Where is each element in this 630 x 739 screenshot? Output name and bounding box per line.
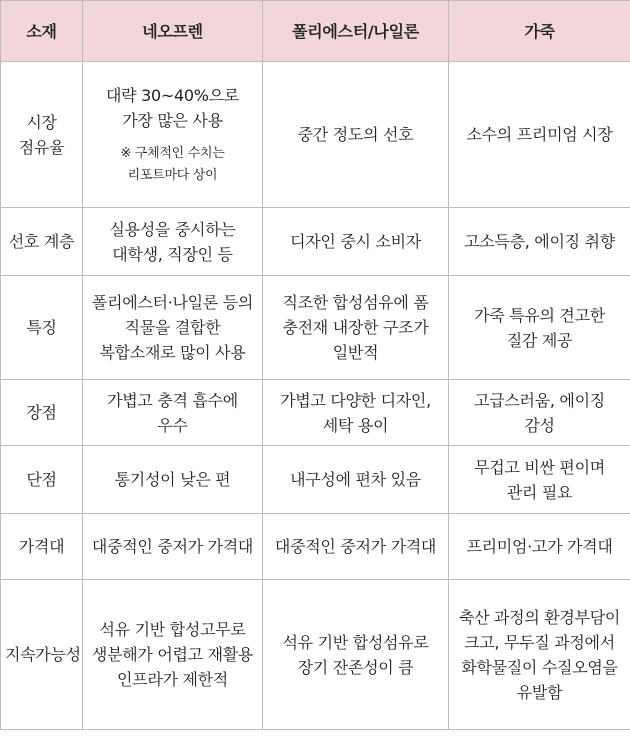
cell-neoprene: 실용성을 중시하는 대학생, 직장인 등 [83, 208, 263, 276]
cell-leather: 고급스러움, 에이징 감성 [449, 380, 630, 446]
table-row [1, 62, 630, 208]
header-material: 소재 [1, 1, 83, 62]
cell-neoprene: 석유 기반 합성고무로 생분해가 어렵고 재활용 인프라가 제한적 [83, 580, 263, 730]
row-label: 시장 점유율 [1, 62, 83, 208]
cell-polyester-nylon: 내구성에 편차 있음 [263, 446, 449, 514]
header-leather: 가죽 [449, 1, 630, 62]
table-row [1, 276, 630, 380]
row-label: 선호 계층 [1, 208, 83, 276]
cell-leather: 프리미엄·고가 가격대 [449, 514, 630, 580]
cell-neoprene: 대중적인 중저가 가격대 [83, 514, 263, 580]
header-row [1, 1, 630, 62]
row-label: 장점 [1, 380, 83, 446]
table-row [1, 446, 630, 514]
cell-leather: 고소득층, 에이징 취향 [449, 208, 630, 276]
cell-neoprene: 가볍고 충격 흡수에 우수 [83, 380, 263, 446]
header-neoprene: 네오프렌 [83, 1, 263, 62]
cell-polyester-nylon: 중간 정도의 선호 [263, 62, 449, 208]
cell-leather: 축산 과정의 환경부담이 크고, 무두질 과정에서 화학물질이 수질오염을 유발함 [449, 580, 630, 730]
cell-polyester-nylon: 석유 기반 합성섬유로 장기 잔존성이 큼 [263, 580, 449, 730]
cell-leather: 무겁고 비싼 편이며 관리 필요 [449, 446, 630, 514]
row-label: 단점 [1, 446, 83, 514]
cell-neoprene [83, 62, 263, 208]
row-label: 특징 [1, 276, 83, 380]
cell-neoprene: 통기성이 낮은 편 [83, 446, 263, 514]
cell-polyester-nylon: 대중적인 중저가 가격대 [263, 514, 449, 580]
table-row [1, 208, 630, 276]
table-row [1, 580, 630, 730]
row-label: 가격대 [1, 514, 83, 580]
cell-leather: 가죽 특유의 견고한 질감 제공 [449, 276, 630, 380]
table-row [1, 514, 630, 580]
header-polyester-nylon: 폴리에스터/나일론 [263, 1, 449, 62]
footnote: ※ 구체적인 수치는 리포트마다 상이 [120, 145, 225, 183]
table-row [1, 380, 630, 446]
cell-polyester-nylon: 직조한 합성섬유에 폼 충전재 내장한 구조가 일반적 [263, 276, 449, 380]
cell-leather: 소수의 프리미엄 시장 [449, 62, 630, 208]
cell-polyester-nylon: 디자인 중시 소비자 [263, 208, 449, 276]
cell-text: 대략 30~40%으로 가장 많은 사용 [106, 85, 239, 130]
cell-polyester-nylon: 가볍고 다양한 디자인, 세탁 용이 [263, 380, 449, 446]
row-label: 지속가능성 [1, 580, 83, 730]
cell-neoprene: 폴리에스터·나일론 등의 직물을 결합한 복합소재로 많이 사용 [83, 276, 263, 380]
